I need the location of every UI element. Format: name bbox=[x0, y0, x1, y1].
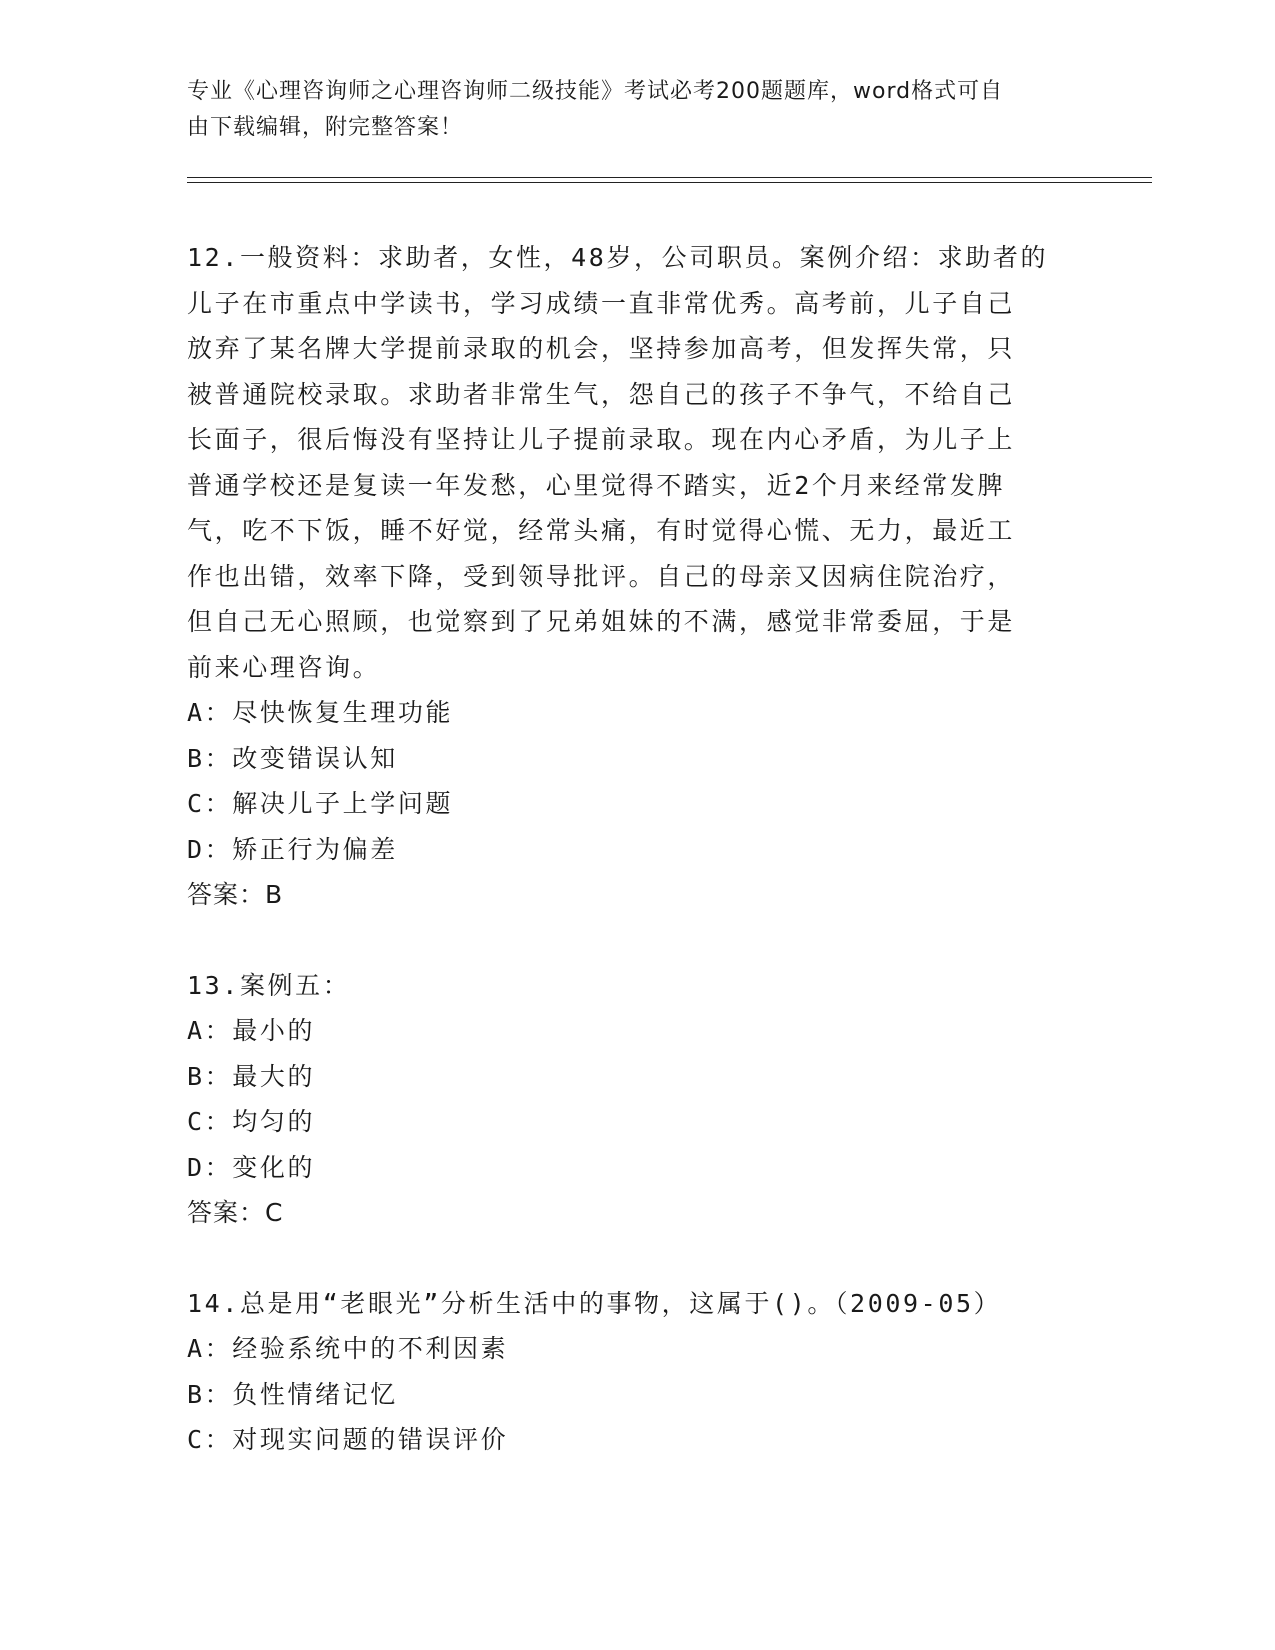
option-b: B：负性情绪记忆 bbox=[187, 1379, 398, 1409]
header-divider-top bbox=[187, 177, 1152, 178]
option-b: B：改变错误认知 bbox=[187, 743, 398, 773]
option-a: A：经验系统中的不利因素 bbox=[187, 1334, 509, 1363]
stem-line: 被普通院校录取。求助者非常生气，怨自己的孩子不争气，不给自己 bbox=[187, 379, 1016, 409]
option-c: C：对现实问题的错误评价 bbox=[187, 1425, 509, 1454]
stem-line: 放弃了某名牌大学提前录取的机会，坚持参加高考，但发挥失常，只 bbox=[187, 334, 1016, 363]
answer: 答案：B bbox=[187, 880, 284, 909]
stem-line: 13.案例五： bbox=[187, 970, 351, 1000]
question-stem bbox=[187, 1281, 1087, 1327]
document-header bbox=[187, 74, 1067, 146]
option-c: C：解决儿子上学问题 bbox=[187, 789, 454, 818]
question-13 bbox=[187, 963, 1087, 1236]
option-d: D：矫正行为偏差 bbox=[187, 834, 398, 864]
header-line-2: 由下载编辑，附完整答案！ bbox=[187, 115, 464, 140]
option-b: B：最大的 bbox=[187, 1061, 316, 1091]
answer: 答案：C bbox=[187, 1198, 284, 1227]
stem-line: 但自己无心照顾，也觉察到了兄弟姐妹的不满，感觉非常委屈，于是 bbox=[187, 607, 1016, 636]
option-a: A：尽快恢复生理功能 bbox=[187, 698, 454, 727]
stem-line: 14.总是用“老眼光”分析生活中的事物，这属于()。（2009-05） bbox=[187, 1288, 1002, 1318]
question-list bbox=[187, 235, 1087, 1463]
stem-line: 儿子在市重点中学读书，学习成绩一直非常优秀。高考前，儿子自己 bbox=[187, 288, 1016, 318]
stem-line: 前来心理咨询。 bbox=[187, 652, 381, 682]
stem-line: 作也出错，效率下降，受到领导批评。自己的母亲又因病住院治疗， bbox=[187, 561, 1016, 591]
option-c: C：均匀的 bbox=[187, 1107, 316, 1136]
spacer bbox=[187, 1236, 1087, 1281]
header-divider-bottom bbox=[187, 182, 1152, 183]
header-line-1: 专业《心理咨询师之心理咨询师二级技能》考试必考200题题库，word格式可自 bbox=[187, 79, 1004, 104]
question-12 bbox=[187, 235, 1087, 918]
stem-line: 12.一般资料：求助者，女性，48岁，公司职员。案例介绍：求助者的 bbox=[187, 243, 1049, 272]
question-14 bbox=[187, 1281, 1087, 1463]
option-a: A：最小的 bbox=[187, 1016, 316, 1045]
question-stem bbox=[187, 963, 1087, 1009]
stem-line: 普通学校还是复读一年发愁，心里觉得不踏实，近2个月来经常发脾 bbox=[187, 470, 1006, 500]
question-stem bbox=[187, 235, 1087, 690]
stem-line: 气，吃不下饭，睡不好觉，经常头痛，有时觉得心慌、无力，最近工 bbox=[187, 516, 1016, 545]
stem-line: 长面子，很后悔没有坚持让儿子提前录取。现在内心矛盾，为儿子上 bbox=[187, 425, 1016, 454]
spacer bbox=[187, 918, 1087, 963]
option-d: D：变化的 bbox=[187, 1152, 316, 1182]
